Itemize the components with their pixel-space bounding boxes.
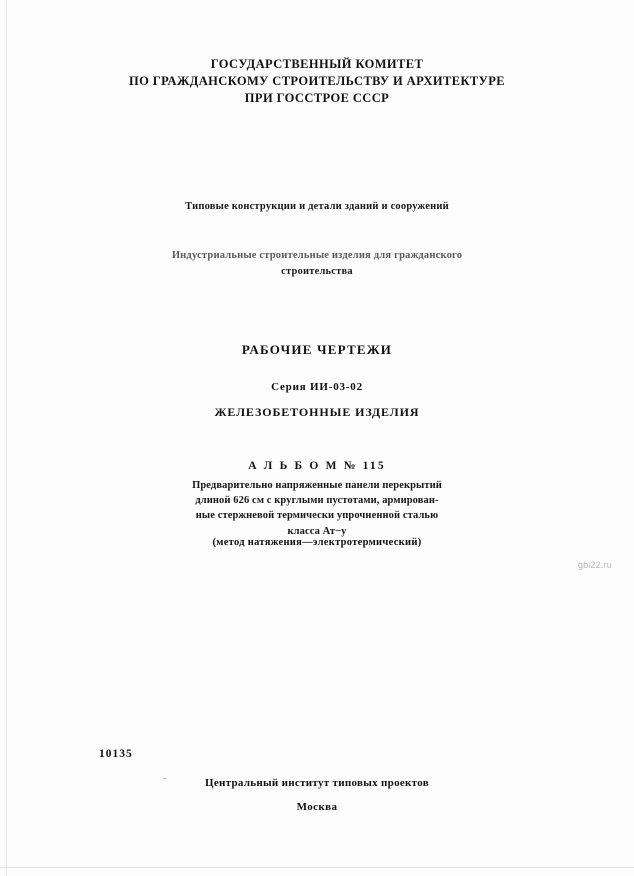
album-description-line-1: Предварительно напряженные панели перекрытий <box>192 480 442 491</box>
tensioning-method-note: (метод натяжения—электротермический) <box>212 537 422 548</box>
album-description <box>0 478 634 539</box>
album-title: А Л Ь Б О М № 115 <box>248 460 386 472</box>
page-title: РАБОЧИЕ ЧЕРТЕЖИ <box>241 342 393 357</box>
series-label: Серия ИИ-03-02 <box>271 381 363 393</box>
header-line-3: ПРИ ГОССТРОЕ СССР <box>244 90 390 105</box>
scan-speck <box>163 778 167 779</box>
document-number: 10135 <box>99 748 133 760</box>
publisher-city: Москва <box>296 801 338 813</box>
subtitle-typical-constructions: Типовые конструкции и детали зданий и сооружений <box>185 201 449 212</box>
album-description-line-3: ные стержневой термически упрочненной сталью <box>195 510 439 522</box>
product-type-label: ЖЕЛЕЗОБЕТОННЫЕ ИЗДЕЛИЯ <box>214 405 420 419</box>
page-edge-bottom <box>0 867 634 868</box>
album-description-line-2: длиной 626 см с круглыми пустотами, армирован- <box>195 495 439 507</box>
header-line-2: ПО ГРАЖДАНСКОМУ СТРОИТЕЛЬСТВУ И АРХИТЕКТУРЕ <box>128 73 506 88</box>
publisher-name: Центральный институт типовых проектов <box>204 777 430 789</box>
subtitle-industrial-products-line-1: Индустриальные строительные изделия для гражданского <box>171 250 463 261</box>
album-description-line-4: класса Ат−у <box>287 525 347 537</box>
subtitle-industrial-products <box>0 248 634 280</box>
document-header <box>0 56 634 107</box>
header-line-1: ГОСУДАРСТВЕННЫЙ КОМИТЕТ <box>210 57 424 71</box>
watermark: gbi22.ru <box>577 560 612 570</box>
subtitle-industrial-products-line-2: строительства <box>281 265 353 277</box>
page-edge-left <box>6 0 7 876</box>
